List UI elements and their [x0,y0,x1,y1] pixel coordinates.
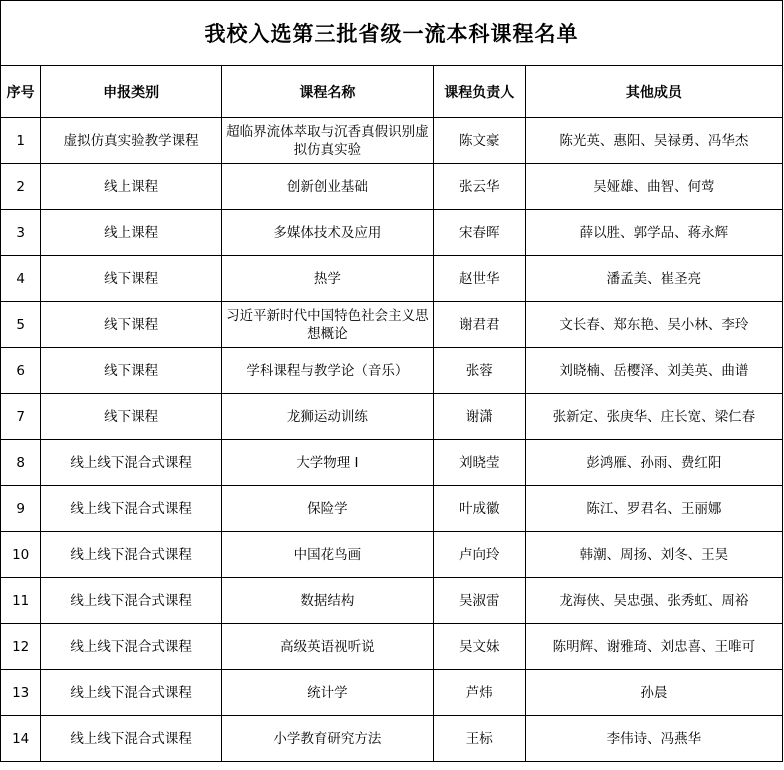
table-row [1,440,783,486]
header-course: 课程名称 [221,66,433,118]
row-number: 4 [1,256,41,302]
course-lead-cell: 张云华 [433,164,525,210]
row-number: 13 [1,670,41,716]
course-lead-cell: 刘晓莹 [433,440,525,486]
table-row [1,302,783,348]
course-lead-cell: 吴文妹 [433,624,525,670]
table-row [1,716,783,762]
course-name-cell: 高级英语视听说 [221,624,433,670]
course-lead-cell: 宋春晖 [433,210,525,256]
row-number: 6 [1,348,41,394]
table-row [1,256,783,302]
course-lead-cell: 张蓉 [433,348,525,394]
category-cell: 线下课程 [41,302,222,348]
course-name-cell: 龙狮运动训练 [221,394,433,440]
header-no: 序号 [1,66,41,118]
table-row [1,348,783,394]
members-cell: 陈光英、惠阳、吴禄勇、冯华杰 [525,118,782,164]
row-number: 3 [1,210,41,256]
course-lead-cell: 叶成徽 [433,486,525,532]
category-cell: 线上课程 [41,210,222,256]
course-name-cell: 多媒体技术及应用 [221,210,433,256]
members-cell: 李伟诗、冯燕华 [525,716,782,762]
members-cell: 文长春、郑东艳、吴小林、李玲 [525,302,782,348]
course-name-cell: 保险学 [221,486,433,532]
table-row [1,118,783,164]
header-lead: 课程负责人 [433,66,525,118]
course-name-cell: 中国花鸟画 [221,532,433,578]
row-number: 5 [1,302,41,348]
category-cell: 线上线下混合式课程 [41,716,222,762]
category-cell: 线上课程 [41,164,222,210]
table-row [1,578,783,624]
course-name-cell: 学科课程与教学论（音乐） [221,348,433,394]
members-cell: 龙海侠、吴忠强、张秀虹、周裕 [525,578,782,624]
row-number: 9 [1,486,41,532]
category-cell: 线下课程 [41,348,222,394]
row-number: 10 [1,532,41,578]
category-cell: 线上线下混合式课程 [41,578,222,624]
members-cell: 陈明辉、谢雅琦、刘忠喜、王唯可 [525,624,782,670]
category-cell: 虚拟仿真实验教学课程 [41,118,222,164]
members-cell: 彭鸿雁、孙雨、费红阳 [525,440,782,486]
table-row [1,532,783,578]
table-row [1,486,783,532]
category-cell: 线上线下混合式课程 [41,624,222,670]
course-name-cell: 小学教育研究方法 [221,716,433,762]
table-row [1,164,783,210]
course-name-cell: 热学 [221,256,433,302]
members-cell: 吴娅雄、曲智、何莺 [525,164,782,210]
row-number: 8 [1,440,41,486]
row-number: 1 [1,118,41,164]
category-cell: 线上线下混合式课程 [41,532,222,578]
table-row [1,670,783,716]
members-cell: 陈江、罗君名、王丽娜 [525,486,782,532]
category-cell: 线上线下混合式课程 [41,670,222,716]
table-row [1,624,783,670]
members-cell: 孙晨 [525,670,782,716]
members-cell: 潘孟美、崔圣亮 [525,256,782,302]
table-row [1,210,783,256]
row-number: 14 [1,716,41,762]
course-name-cell: 超临界流体萃取与沉香真假识别虚拟仿真实验 [221,118,433,164]
members-cell: 薛以胜、郭学品、蒋永辉 [525,210,782,256]
members-cell: 韩潮、周扬、刘冬、王昊 [525,532,782,578]
course-name-cell: 习近平新时代中国特色社会主义思想概论 [221,302,433,348]
course-name-cell: 统计学 [221,670,433,716]
course-lead-cell: 谢君君 [433,302,525,348]
course-lead-cell: 赵世华 [433,256,525,302]
course-name-cell: 数据结构 [221,578,433,624]
course-name-cell: 创新创业基础 [221,164,433,210]
table-row [1,394,783,440]
course-lead-cell: 谢潇 [433,394,525,440]
header-category: 申报类别 [41,66,222,118]
course-lead-cell: 芦炜 [433,670,525,716]
course-lead-cell: 王标 [433,716,525,762]
course-lead-cell: 吴淑雷 [433,578,525,624]
table-title: 我校入选第三批省级一流本科课程名单 [1,1,783,66]
header-members: 其他成员 [525,66,782,118]
category-cell: 线上线下混合式课程 [41,486,222,532]
category-cell: 线上线下混合式课程 [41,440,222,486]
header-row [1,66,783,118]
members-cell: 刘晓楠、岳樱泽、刘美英、曲谱 [525,348,782,394]
row-number: 12 [1,624,41,670]
category-cell: 线下课程 [41,256,222,302]
course-lead-cell: 卢向玲 [433,532,525,578]
course-lead-cell: 陈文豪 [433,118,525,164]
course-name-cell: 大学物理 I [221,440,433,486]
row-number: 11 [1,578,41,624]
row-number: 2 [1,164,41,210]
category-cell: 线下课程 [41,394,222,440]
members-cell: 张新定、张庚华、庄长宽、梁仁春 [525,394,782,440]
row-number: 7 [1,394,41,440]
